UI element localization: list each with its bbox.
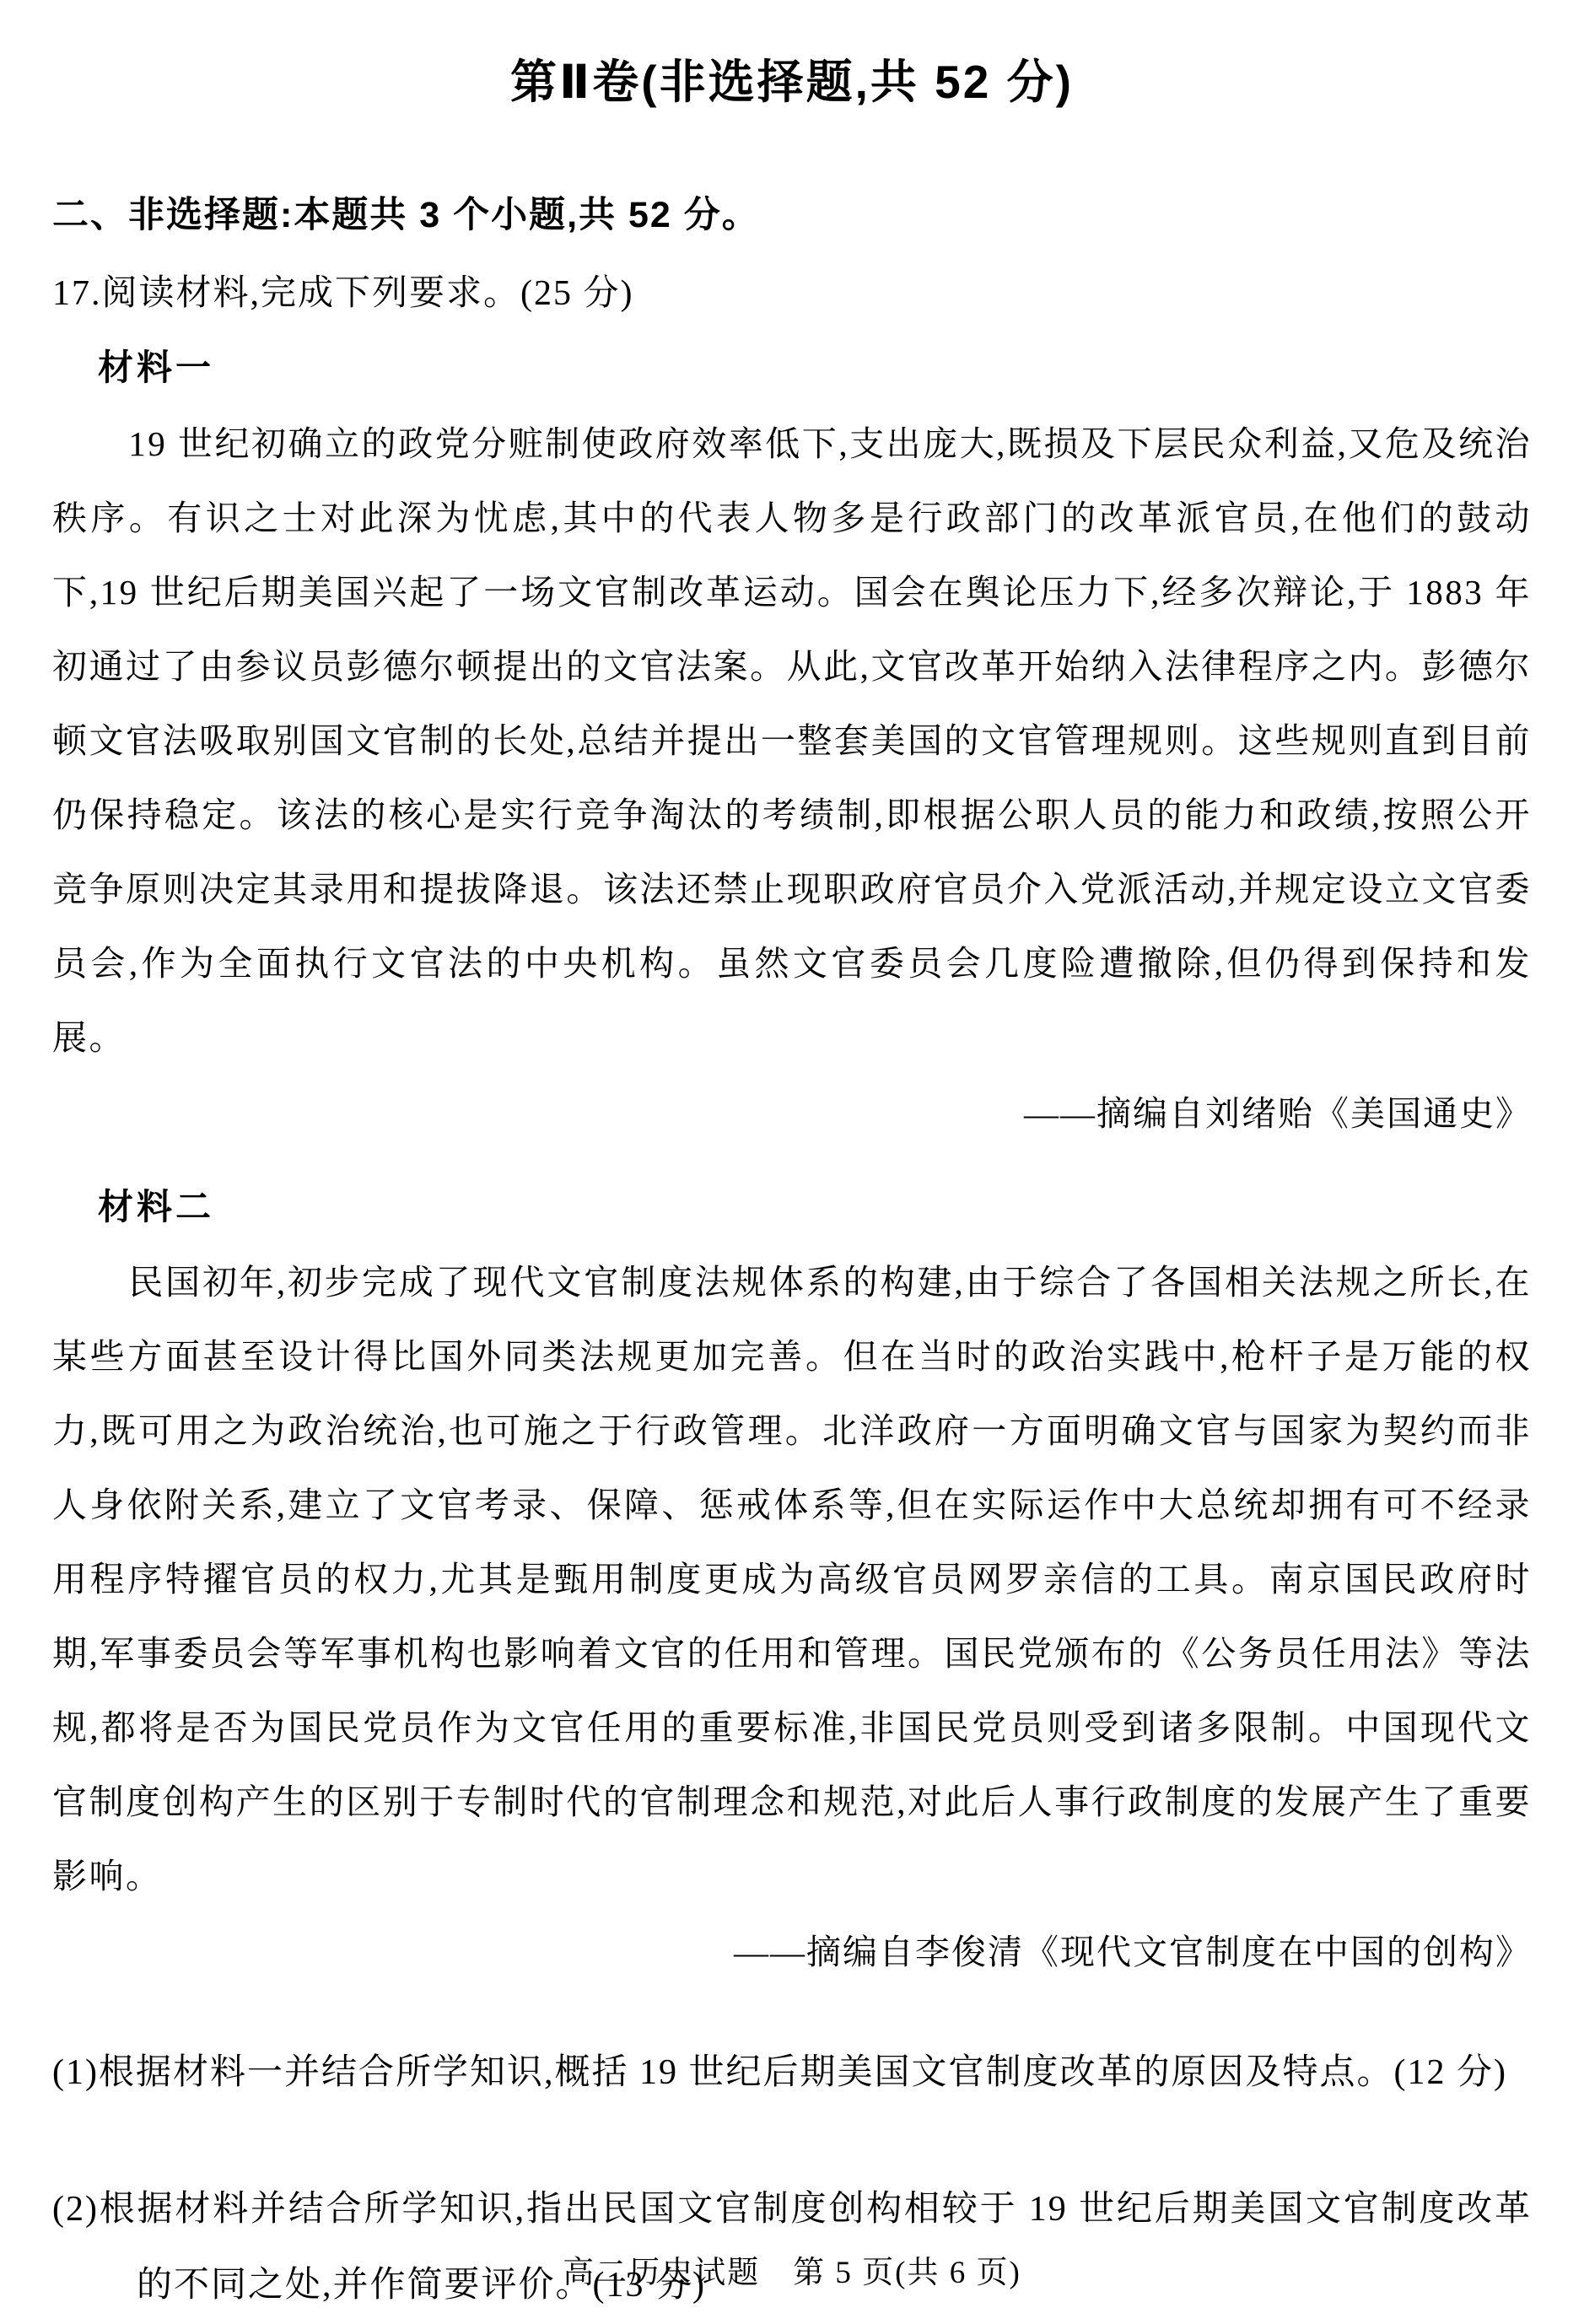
sub-question-1: (1)根据材料一并结合所学知识,概括 19 世纪后期美国文官制度改革的原因及特点。(12 分) [52, 2052, 1507, 2092]
section-header: 二、非选择题:本题共 3 个小题,共 52 分。 [52, 195, 760, 235]
material-2-attribution: ——摘编自李俊清《现代文官制度在中国的创构》 [734, 1932, 1532, 1971]
sub-question-2: (2)根据材料并结合所学知识,指出民国文官制度创构相较于 19 世纪后期美国文官制度改革的不同之处,并作简要评价。(13 分) [52, 2189, 1532, 2305]
page-title: 第Ⅱ卷(非选择题,共 52 分) [510, 56, 1074, 108]
material-1-attribution: ——摘编自刘绪贻《美国通史》 [1024, 1093, 1532, 1133]
material-1-label: 材料一 [98, 348, 215, 388]
material-2-label: 材料二 [98, 1186, 215, 1227]
page-footer: 高二历史试题 第 5 页(共 6 页) [563, 2256, 1021, 2290]
material-2-paragraph: 民国初年,初步完成了现代文官制度法规体系的构建,由于综合了各国相关法规之所长,在某些方面甚至设计得比国外同类法规更加完善。但在当时的政治实践中,枪杆子是万能的权力,既可用之为政治统治,也可施之于行政管理。北洋政府一方面明确文官与国家为契约而非人身依附关系,建立了文官考录、保障、惩戒体系等,但在实际运作中大总统却拥有可不经录用程序特擢官员的权力,尤其是甄用制度更成为高级官员网罗亲信的工具。南京国民政府时期,军事委员会等军事机构也影响着文官的任用和管理。国民党颁布的《公务员任用法》等法规,都将是否为国民党员作为文官任用的重要标准,非国民党员则受到诸多限制。中国现代文官制度创构产生的区别于专制时代的官制理念和规范,对此后人事行政制度的发展产生了重要影响。 [52, 1262, 1532, 1895]
material-1-paragraph: 19 世纪初确立的政党分赃制使政府效率低下,支出庞大,既损及下层民众利益,又危及统治秩序。有识之士对此深为忧虑,其中的代表人物多是行政部门的改革派官员,在他们的鼓动下,19 世纪后期美国兴起了一场文官制改革运动。国会在舆论压力下,经多次辩论,于 1883 年初通过了由参议员彭德尔顿提出的文官法案。从此,文官改革开始纳入法律程序之内。彭德尔顿文官法吸取别国文官制的长处,总结并提出一整套美国的文官管理规则。这些规则直到目前仍保持稳定。该法的核心是实行竞争淘汰的考绩制,即根据公职人员的能力和政绩,按照公开竞争原则决定其录用和提拔降退。该法还禁止现职政府官员介入党派活动,并规定设立文官委员会,作为全面执行文官法的中央机构。虽然文官委员会几度险遭撤除,但仍得到保持和发展。 [52, 423, 1532, 1057]
question-17-stem: 17.阅读材料,完成下列要求。(25 分) [52, 274, 634, 314]
